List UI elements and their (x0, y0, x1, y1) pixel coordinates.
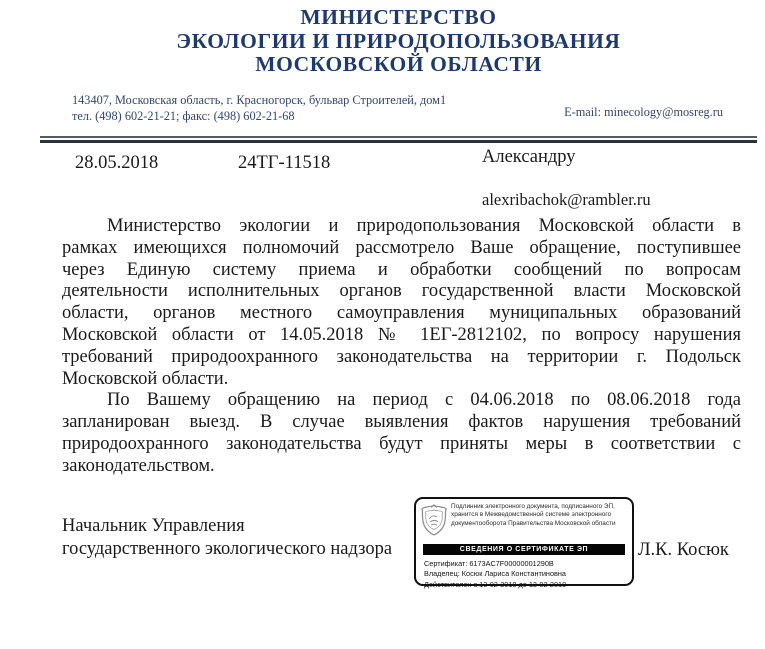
ministry-title-line1: МИНИСТЕРСТВО (300, 5, 497, 29)
stamp-notice-line2: хранится в Межведомственной системе электронного (451, 511, 612, 519)
body-text-line: По Вашему обращению на период с 04.06.2018 по 08.06.2018 года (107, 390, 741, 411)
stamp-certificate-bar: СВЕДЕНИЯ О СЕРТИФИКАТЕ ЭП (423, 544, 625, 555)
stamp-certificate-validity: Действителен с 13-02-2018 до 13-02-2019 (424, 580, 567, 590)
body-text-line: Министерство экологии и природопользования Московской области в (107, 216, 741, 236)
body-text-line: запланирован выезд. В случае выявления фактов нарушения требований (62, 412, 741, 433)
body-paragraph-1 (62, 216, 741, 390)
letter-body (62, 216, 741, 478)
ministry-title (40, 6, 757, 77)
stamp-notice-line3: документооборота Правительства Московской области (451, 519, 616, 527)
letter-date: 28.05.2018 (75, 153, 159, 173)
stamp-certificate-number: Сертификат: 6173AC7F00000001290B (424, 558, 554, 568)
body-text-line: области, органов местного самоуправления муниципальных образований (62, 303, 741, 324)
electronic-signature-stamp (414, 497, 634, 590)
recipient-email: alexribachok@rambler.ru (482, 190, 651, 209)
signatory-position (62, 515, 392, 560)
body-paragraph-2 (62, 390, 741, 477)
body-text-line: требований природоохранного законодательства на территории г. Подольск (62, 346, 741, 367)
letter-number: 24ТГ-11518 (238, 153, 331, 173)
recipient-name: Александру (482, 147, 576, 167)
ministry-address: 143407, Московская область, г. Красногорск, бульвар Строителей, дом1 (72, 93, 447, 107)
body-text-line: Московской области. (62, 368, 229, 389)
stamp-header (416, 499, 632, 542)
body-text-line: Московской области от 14.05.2018 № 1ЕГ-2812102, по вопросу нарушения (62, 324, 741, 345)
ministry-email: E-mail: minecology@mosreg.ru (564, 105, 723, 119)
letterhead-divider (40, 136, 757, 143)
body-text-line: деятельности исполнительных органов государственной власти Московской (62, 281, 741, 302)
ministry-phone-fax: тел. (498) 602-21-21; факс: (498) 602-21-68 (72, 108, 295, 123)
ministry-title-line3: МОСКОВСКОЙ ОБЛАСТИ (255, 52, 542, 76)
body-text-line: рамках имеющихся полномочий рассмотрело Ваше обращение, поступившее (62, 237, 741, 258)
signatory-name: Л.К. Косюк (638, 540, 729, 560)
moscow-oblast-coat-of-arms-icon (421, 504, 447, 541)
ministry-contact-block (72, 93, 446, 124)
body-text-line: через Единую систему приема и обработки сообщений по вопросам (62, 259, 741, 280)
signatory-position-line1: Начальник Управления (62, 516, 245, 536)
body-text-line: природоохранного законодательства будут приняты меры в соответствии с (62, 433, 741, 454)
stamp-notice-line1: Подлинник электронного документа, подписанного ЭП, (451, 503, 615, 510)
stamp-certificate-details (416, 555, 632, 591)
signatory-position-line2: государственного экологического надзора (62, 538, 393, 559)
stamp-notice-text (447, 503, 616, 528)
body-text-line: законодательством. (62, 455, 215, 476)
ministry-title-line2: ЭКОЛОГИИ И ПРИРОДОПОЛЬЗОВАНИЯ (176, 28, 621, 53)
stamp-certificate-owner: Владелец: Косюк Лариса Константиновна (424, 569, 566, 579)
